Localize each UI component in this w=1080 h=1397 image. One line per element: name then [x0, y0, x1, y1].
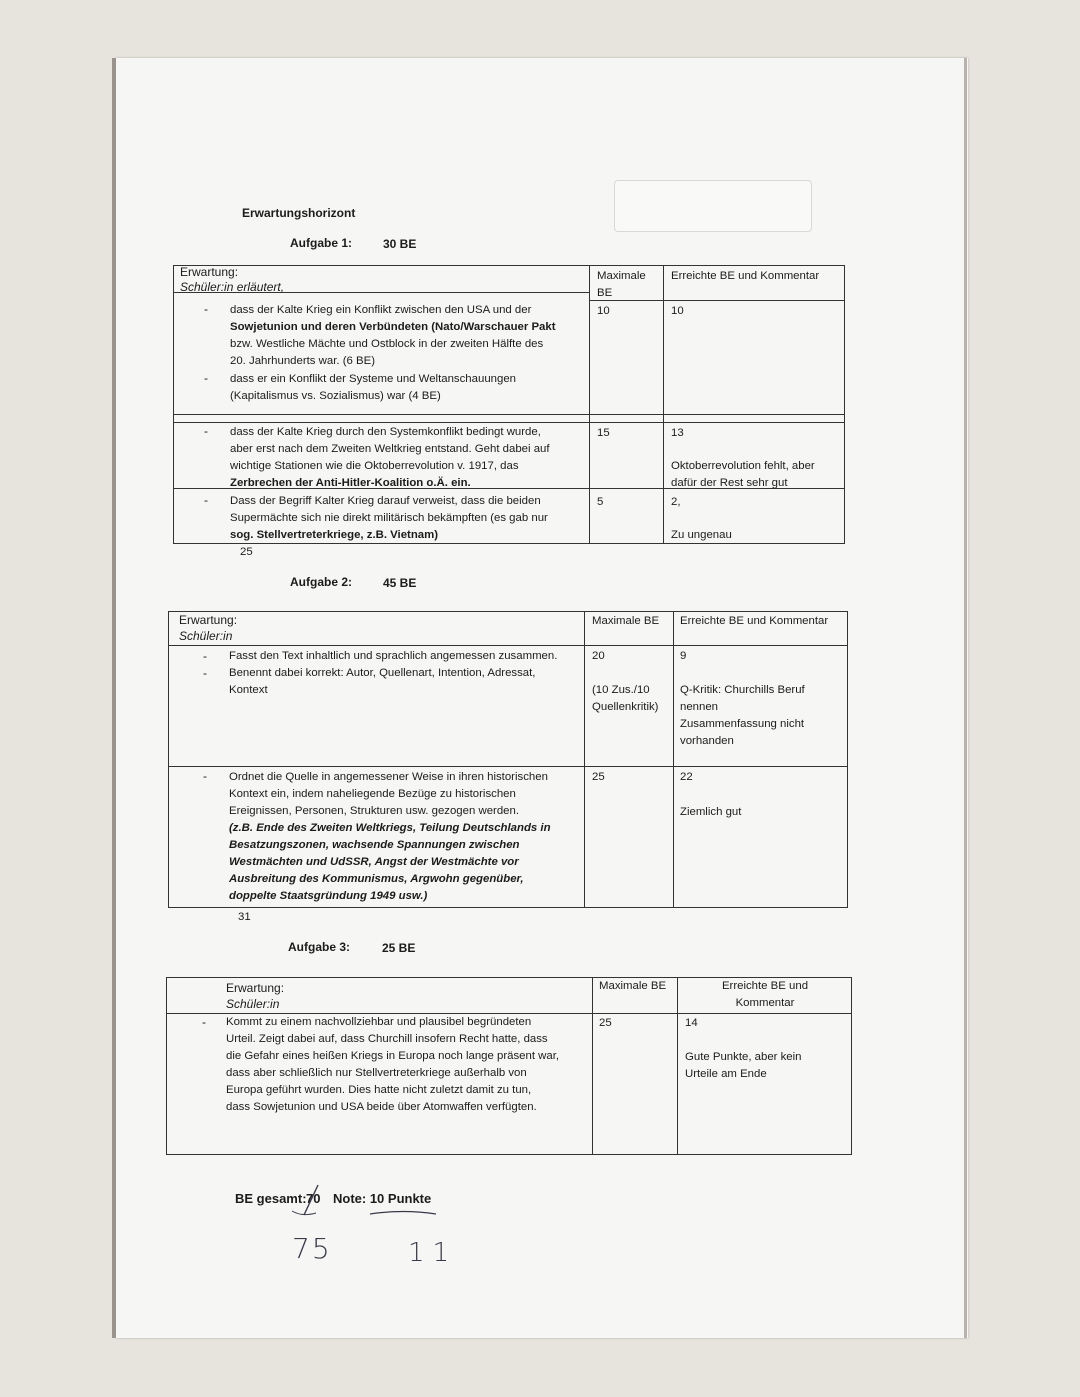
bullet: -	[204, 424, 208, 438]
task1-row2-max: 15	[597, 427, 610, 439]
table-divider	[663, 265, 664, 544]
task3-max-header: Maximale BE	[599, 980, 667, 992]
task1-row3-max: 5	[597, 496, 604, 508]
bullet: -	[204, 493, 208, 507]
task2-row1-comment: Q-Kritik: Churchills Beruf nennen Zusammenfassung nicht vorhanden	[680, 684, 805, 747]
task1-schueler-label: Schüler:in erläutert,	[180, 280, 285, 294]
bullet: -	[203, 666, 207, 680]
task2-subtotal: 31	[238, 911, 251, 923]
task1-row1-text2: dass er ein Konflikt der Systeme und Weltanschauungen (Kapitalismus vs. Sozialismus) war (4 BE)	[230, 373, 516, 402]
total-be-value: 70	[306, 1191, 321, 1206]
task2-row1-reached: 9	[680, 650, 687, 662]
handwritten-grade: 11	[408, 1238, 458, 1268]
task2-erwartung-label: Erwartung:	[179, 613, 238, 627]
task1-row3-text: Dass der Begriff Kalter Krieg darauf verweist, dass die beiden Supermächte sich nie direkt militärisch bekämpften (es gab nur sog. Stellvertreterkriege, z.B. Vietnam)	[230, 495, 548, 541]
table-divider	[592, 977, 593, 1155]
underline-mark	[368, 1208, 438, 1218]
task1-label: Aufgabe 1:	[290, 236, 353, 250]
table-divider	[168, 766, 848, 767]
redacted-label-area	[614, 180, 812, 232]
task2-row2-comment: Ziemlich gut	[680, 806, 742, 818]
task1-points: 30 BE	[383, 237, 417, 251]
task3-points: 25 BE	[382, 941, 416, 955]
task1-subtotal: 25	[240, 546, 253, 558]
table-divider	[677, 977, 678, 1155]
task2-row1-text: Fasst den Text inhaltlich und sprachlich angemessen zusammen. Benennt dabei korrekt: Autor, Quellenart, Intention, Adressat, Kontext	[229, 650, 558, 696]
table-divider	[173, 422, 845, 423]
task1-row2-comment: Oktoberrevolution fehlt, aber dafür der Rest sehr gut	[671, 460, 815, 489]
task2-row2-text: Ordnet die Quelle in angemessener Weise in ihren historischen Kontext ein, indem naheliegende Bezüge zu historischen Ereignissen, Personen, Strukturen usw. gezogen werden. (z.B. Ende des Zweiten Weltkriegs, Teilung Deutschlands in Besatzungszonen, wachsende Spannungen zwischen Westmächten und UdSSR, Angst der Westmächte vor Ausbreitung des Kommunismus, Argwohn gegenüber, doppelte Staatsgründung 1949 usw.)	[229, 771, 551, 902]
table-divider	[584, 611, 585, 908]
strike-mark	[290, 1183, 330, 1219]
task3-row1-text: Kommt zu einem nachvollziehbar und plausibel begründeten Urteil. Zeigt dabei auf, dass Churchill insofern Recht hatte, dass die Gefahr eines heißen Kriegs in Europa noch lange präsent war, dass aber schließlich nur Stellvertreterkriege außerhalb von Europa geführt wurden. Dies hatte nicht zuletzt damit zu tun, dass Sowjetunion und USA beide über Atomwaffen verfügten.	[226, 1016, 560, 1113]
table-divider	[168, 645, 584, 646]
table-divider	[584, 645, 848, 646]
table-divider	[173, 414, 845, 415]
task2-points: 45 BE	[383, 576, 417, 590]
bullet: -	[204, 302, 208, 316]
paper-edge-left	[112, 58, 116, 1338]
task1-row1-max: 10	[597, 305, 610, 317]
page-heading: Erwartungshorizont	[242, 206, 356, 220]
task1-row2-reached: 13	[671, 427, 684, 439]
task2-max-header: Maximale BE	[592, 615, 660, 627]
grade-label: Note: 10 Punkte	[333, 1191, 432, 1206]
bullet: -	[203, 769, 207, 783]
task1-erwartung-label: Erwartung:	[180, 265, 239, 279]
task2-row1-max: 20	[592, 650, 605, 662]
task2-row2-reached: 22	[680, 771, 693, 783]
table-divider	[673, 611, 674, 908]
handwritten-total: 75	[292, 1232, 332, 1265]
task3-erwartung-label: Erwartung:	[226, 981, 285, 995]
task1-row3-reached: 2,	[671, 496, 681, 508]
task2-label: Aufgabe 2:	[290, 575, 353, 589]
bullet: -	[204, 371, 208, 385]
task3-label: Aufgabe 3:	[288, 940, 351, 954]
task1-row1-text: dass der Kalte Krieg ein Konflikt zwischen den USA und der Sowjetunion und deren Verbündeten (Nato/Warschauer Pakt bzw. Westliche Mächte und Ostblock in der zweiten Hälfte des 20. Jahrhunderts war. (6 BE)	[230, 304, 556, 367]
task1-reached-header: Erreichte BE und Kommentar	[671, 270, 820, 282]
task3-row1-max: 25	[599, 1017, 612, 1029]
task2-row2-max: 25	[592, 771, 605, 783]
table-divider	[589, 265, 590, 544]
task1-max-header: Maximale BE	[597, 270, 646, 299]
task3-row1-comment: Gute Punkte, aber kein Urteile am Ende	[685, 1051, 802, 1080]
paper-edge-right	[964, 58, 967, 1338]
task1-row2-text: dass der Kalte Krieg durch den Systemkonflikt bedingt wurde, aber erst nach dem Zweiten Weltkrieg entstand. Geht dabei auf wichtige Stationen wie die Oktoberrevolution v. 1917, das Zerbrechen der Anti-Hitler-Koalition o.Ä. ein.	[230, 426, 550, 489]
task1-row1-reached: 10	[671, 305, 684, 317]
task1-row3-comment: Zu ungenau	[671, 529, 732, 541]
bullet: -	[202, 1015, 206, 1029]
task3-reached-header: Erreichte BE und Kommentar	[721, 980, 809, 1009]
total-be-label: BE gesamt:	[235, 1191, 307, 1206]
bullet: -	[203, 649, 207, 663]
task3-row1-reached: 14	[685, 1017, 698, 1029]
task2-schueler-label: Schüler:in	[179, 629, 233, 643]
task2-reached-header: Erreichte BE und Kommentar	[680, 615, 829, 627]
task3-schueler-label: Schüler:in	[226, 997, 280, 1011]
task2-row1-max-note: (10 Zus./10 Quellenkritik)	[592, 684, 659, 713]
